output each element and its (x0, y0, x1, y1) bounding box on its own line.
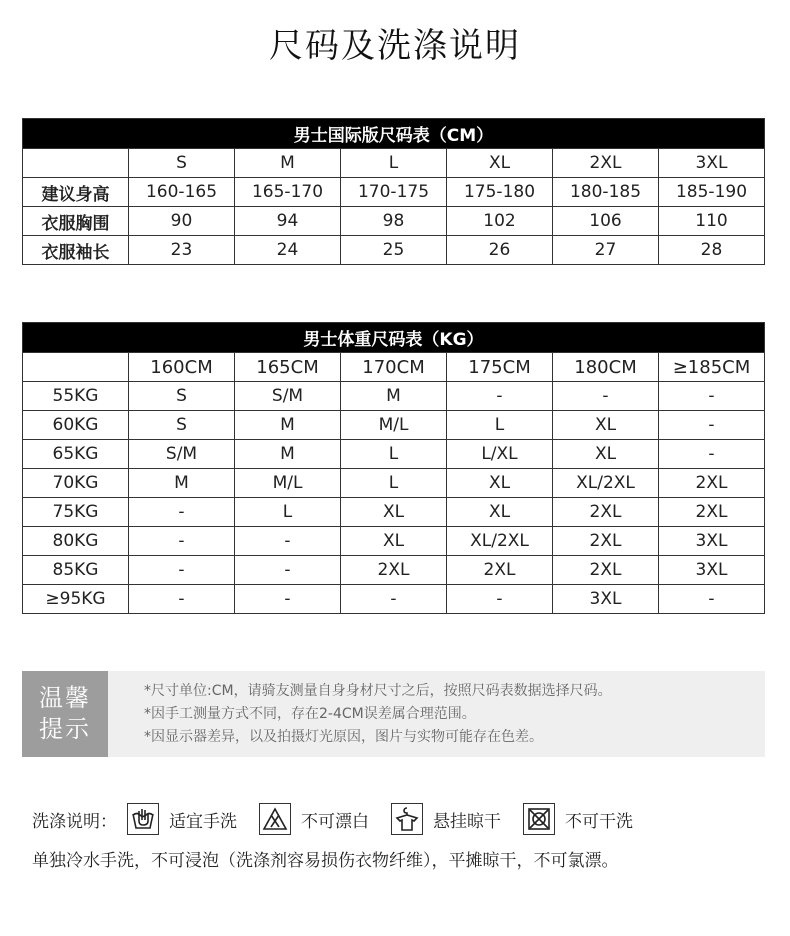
table-cell: 94 (235, 207, 341, 236)
table-cell: - (129, 585, 235, 614)
table-cell: 24 (235, 236, 341, 265)
wash-item-label: 悬挂晾干 (433, 811, 501, 832)
table-cell: M/L (235, 469, 341, 498)
table-cell: S (129, 411, 235, 440)
table-cell: - (235, 556, 341, 585)
table-cell: XL (447, 498, 553, 527)
wash-item (117, 803, 249, 835)
cm-table-corner (23, 149, 129, 178)
table-cell: 26 (447, 236, 553, 265)
row-header: 80KG (23, 527, 129, 556)
cm-col-header: XL (447, 149, 553, 178)
row-header: ≥95KG (23, 585, 129, 614)
table-cell: 27 (553, 236, 659, 265)
kg-col-header: 175CM (447, 353, 553, 382)
table-cell: XL/2XL (553, 469, 659, 498)
table-cell: 175-180 (447, 178, 553, 207)
tips-label-line: 温馨 (39, 684, 91, 712)
tips-lines (144, 680, 612, 749)
table-cell: - (659, 411, 765, 440)
cm-table-caption: 男士国际版尺码表（CM） (23, 119, 765, 149)
kg-size-table (22, 322, 765, 614)
hand-wash-icon (127, 803, 159, 835)
table-cell: L (447, 411, 553, 440)
wash-item (513, 803, 645, 835)
table-cell: - (659, 585, 765, 614)
cm-col-header: 2XL (553, 149, 659, 178)
kg-col-header: 170CM (341, 353, 447, 382)
table-cell: S/M (129, 440, 235, 469)
table-cell: 165-170 (235, 178, 341, 207)
table-cell: 23 (129, 236, 235, 265)
table-cell: - (553, 382, 659, 411)
table-cell: L (341, 440, 447, 469)
table-cell: - (659, 382, 765, 411)
no-bleach-icon (259, 803, 291, 835)
table-cell: S (129, 382, 235, 411)
table-cell: XL (447, 469, 553, 498)
row-header: 85KG (23, 556, 129, 585)
table-row (23, 498, 765, 527)
wash-label: 洗涤说明： (32, 811, 117, 832)
tip-line: *因显示器差异，以及拍摄灯光原因，图片与实物可能存在色差。 (144, 729, 543, 745)
tip-line: *尺寸单位:CM，请骑友测量自身身材尺寸之后，按照尺码表数据选择尺码。 (144, 683, 612, 699)
table-cell: XL (553, 440, 659, 469)
table-cell: - (659, 440, 765, 469)
table-cell: 170-175 (341, 178, 447, 207)
wash-item-label: 适宜手洗 (169, 811, 237, 832)
kg-table-caption: 男士体重尺码表（KG） (23, 323, 765, 353)
tip-line: *因手工测量方式不同，存在2-4CM误差属合理范围。 (144, 706, 476, 722)
table-cell: 2XL (659, 469, 765, 498)
tips-box (22, 671, 765, 757)
cm-size-table (22, 118, 765, 265)
table-cell: 3XL (659, 527, 765, 556)
table-cell: XL (341, 498, 447, 527)
wash-item-label: 不可干洗 (565, 811, 633, 832)
row-header: 65KG (23, 440, 129, 469)
tips-label (22, 671, 108, 757)
wash-item (249, 803, 381, 835)
cm-col-header: S (129, 149, 235, 178)
table-cell: XL/2XL (447, 527, 553, 556)
table-cell: - (447, 382, 553, 411)
wash-item (381, 803, 513, 835)
row-header: 建议身高 (23, 178, 129, 207)
table-cell: - (235, 585, 341, 614)
table-row (23, 178, 765, 207)
table-cell: XL (341, 527, 447, 556)
row-header: 60KG (23, 411, 129, 440)
table-cell: 102 (447, 207, 553, 236)
table-row (23, 440, 765, 469)
table-cell: M (235, 411, 341, 440)
table-cell: 3XL (659, 556, 765, 585)
table-row (23, 236, 765, 265)
table-cell: - (447, 585, 553, 614)
table-cell: M (235, 440, 341, 469)
table-row (23, 382, 765, 411)
table-cell: 2XL (659, 498, 765, 527)
kg-table-corner (23, 353, 129, 382)
table-cell: L (341, 469, 447, 498)
table-cell: 2XL (553, 498, 659, 527)
table-cell: 3XL (553, 585, 659, 614)
hang-dry-icon (391, 803, 423, 835)
table-cell: - (129, 556, 235, 585)
cm-col-header: L (341, 149, 447, 178)
table-row (23, 207, 765, 236)
row-header: 70KG (23, 469, 129, 498)
table-cell: M (129, 469, 235, 498)
table-cell: 185-190 (659, 178, 765, 207)
table-row (23, 527, 765, 556)
page-title: 尺码及洗涤说明 (269, 26, 521, 66)
table-cell: 180-185 (553, 178, 659, 207)
wash-item-label: 不可漂白 (301, 811, 369, 832)
table-cell: 98 (341, 207, 447, 236)
table-cell: 2XL (447, 556, 553, 585)
table-cell: - (235, 527, 341, 556)
table-row (23, 411, 765, 440)
row-header: 衣服袖长 (23, 236, 129, 265)
table-cell: - (129, 527, 235, 556)
table-cell: 110 (659, 207, 765, 236)
table-cell: - (341, 585, 447, 614)
kg-col-header: 160CM (129, 353, 235, 382)
kg-col-header: 165CM (235, 353, 341, 382)
row-header: 衣服胸围 (23, 207, 129, 236)
wash-note: 单独冷水手洗，不可浸泡（洗涤剂容易损伤衣物纤维），平摊晾干，不可氯漂。 (32, 851, 619, 871)
table-row (23, 469, 765, 498)
table-cell: 2XL (341, 556, 447, 585)
table-cell: S/M (235, 382, 341, 411)
table-cell: 2XL (553, 527, 659, 556)
table-row (23, 556, 765, 585)
table-cell: 2XL (553, 556, 659, 585)
table-cell: - (129, 498, 235, 527)
table-cell: 90 (129, 207, 235, 236)
table-cell: M (341, 382, 447, 411)
table-cell: L/XL (447, 440, 553, 469)
cm-col-header: M (235, 149, 341, 178)
table-cell: L (235, 498, 341, 527)
cm-col-header: 3XL (659, 149, 765, 178)
table-cell: 25 (341, 236, 447, 265)
table-cell: XL (553, 411, 659, 440)
table-row (23, 585, 765, 614)
kg-col-header: 180CM (553, 353, 659, 382)
table-cell: 160-165 (129, 178, 235, 207)
tips-label-line: 提示 (39, 715, 91, 743)
row-header: 55KG (23, 382, 129, 411)
table-cell: 106 (553, 207, 659, 236)
no-dry-clean-icon (523, 803, 555, 835)
table-cell: 28 (659, 236, 765, 265)
wash-instructions (32, 800, 645, 838)
table-cell: M/L (341, 411, 447, 440)
row-header: 75KG (23, 498, 129, 527)
kg-col-header: ≥185CM (659, 353, 765, 382)
